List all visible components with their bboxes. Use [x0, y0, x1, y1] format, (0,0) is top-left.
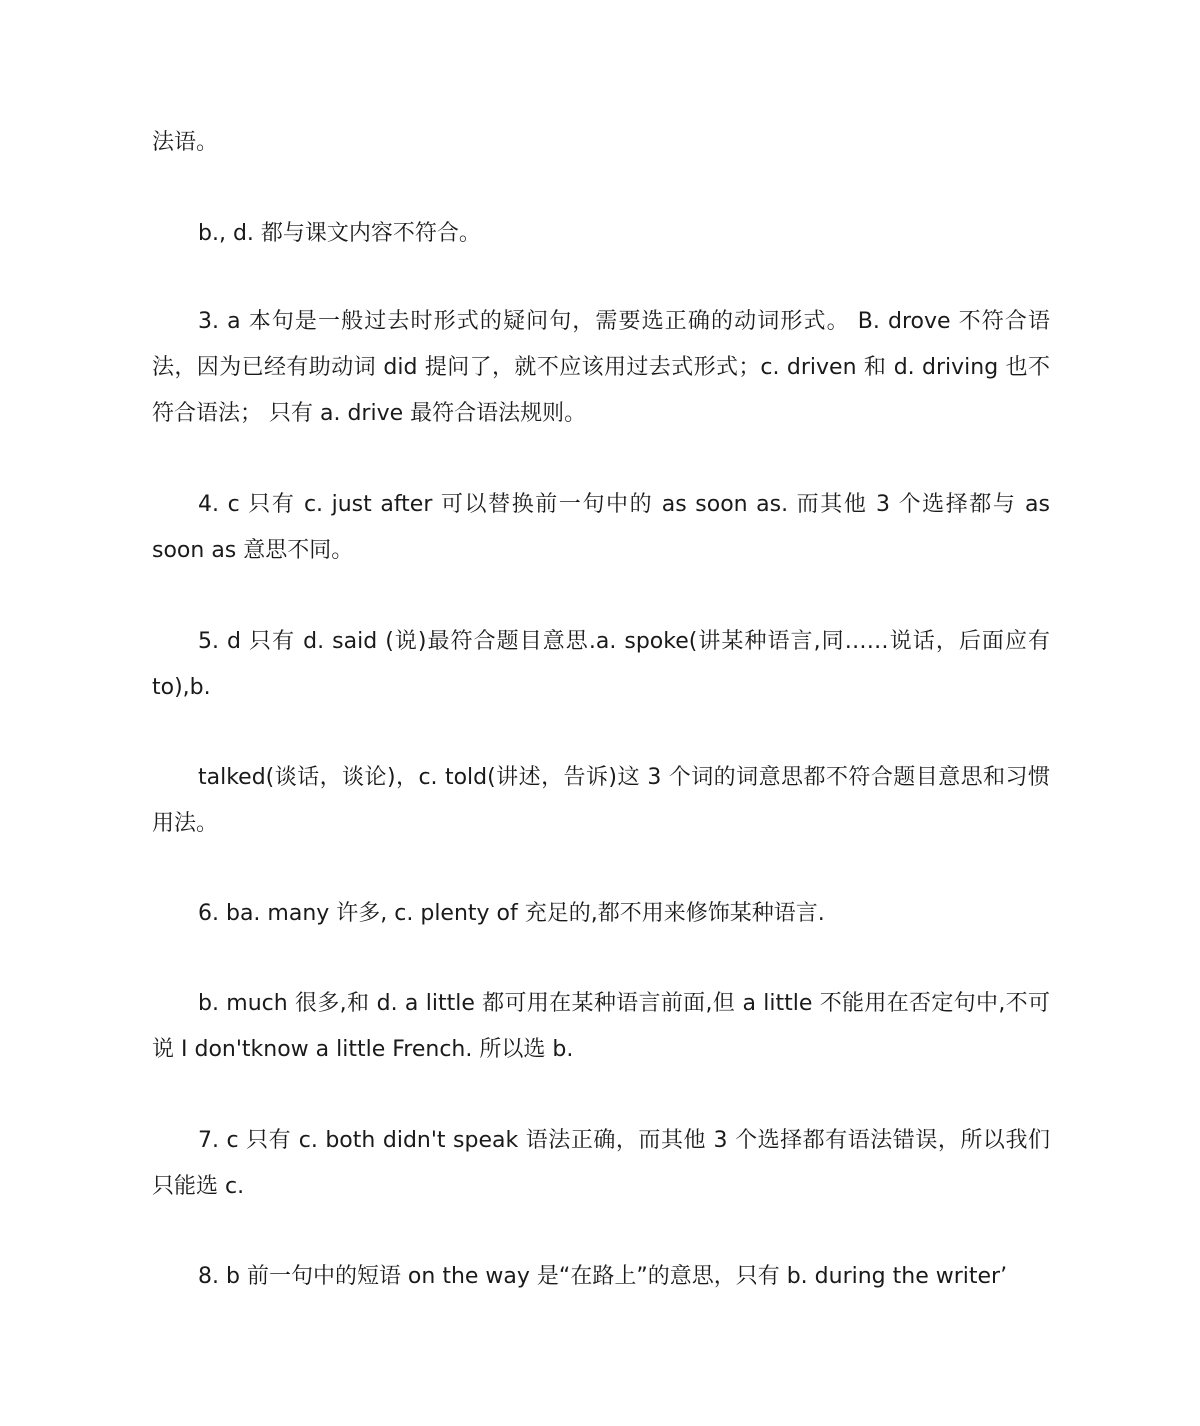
- paragraph-answer-6-continued: b. much 很多,和 d. a little 都可用在某种语言前面,但 a little 不能用在否定句中,不可说 I don'tknow a little French. 所以选 b.: [152, 991, 1050, 1062]
- paragraph-answer-5-continued: talked(谈话，谈论)，c. told(讲述，告诉)这 3 个词的词意思都不符合题目意思和习惯用法。: [152, 765, 1050, 836]
- paragraph-continuation: 法语。: [152, 130, 219, 155]
- paragraph-answer-4: 4. c 只有 c. just after 可以替换前一句中的 as soon as. 而其他 3 个选择都与 as soon as 意思不同。: [152, 492, 1050, 563]
- paragraph-answer-7: 7. c 只有 c. both didn't speak 语法正确，而其他 3 个选择都有语法错误，所以我们只能选 c.: [152, 1128, 1050, 1199]
- paragraph-answer-5: 5. d 只有 d. said (说)最符合题目意思.a. spoke(讲某种语言,同……说话，后面应有 to),b.: [152, 629, 1050, 700]
- paragraph-answer-8: 8. b 前一句中的短语 on the way 是“在路上”的意思，只有 b. during the writer’: [198, 1264, 1008, 1289]
- paragraph-bd-note: b., d. 都与课文内容不符合。: [198, 221, 481, 246]
- paragraph-answer-6: 6. ba. many 许多, c. plenty of 充足的,都不用来修饰某种语言.: [198, 901, 825, 926]
- paragraph-answer-3: 3. a 本句是一般过去时形式的疑问句，需要选正确的动词形式。 B. drove 不符合语法，因为已经有助动词 did 提问了，就不应该用过去式形式；c. driven 和 d. driving 也不符合语法； 只有 a. drive 最符合语法规则。: [152, 309, 1050, 426]
